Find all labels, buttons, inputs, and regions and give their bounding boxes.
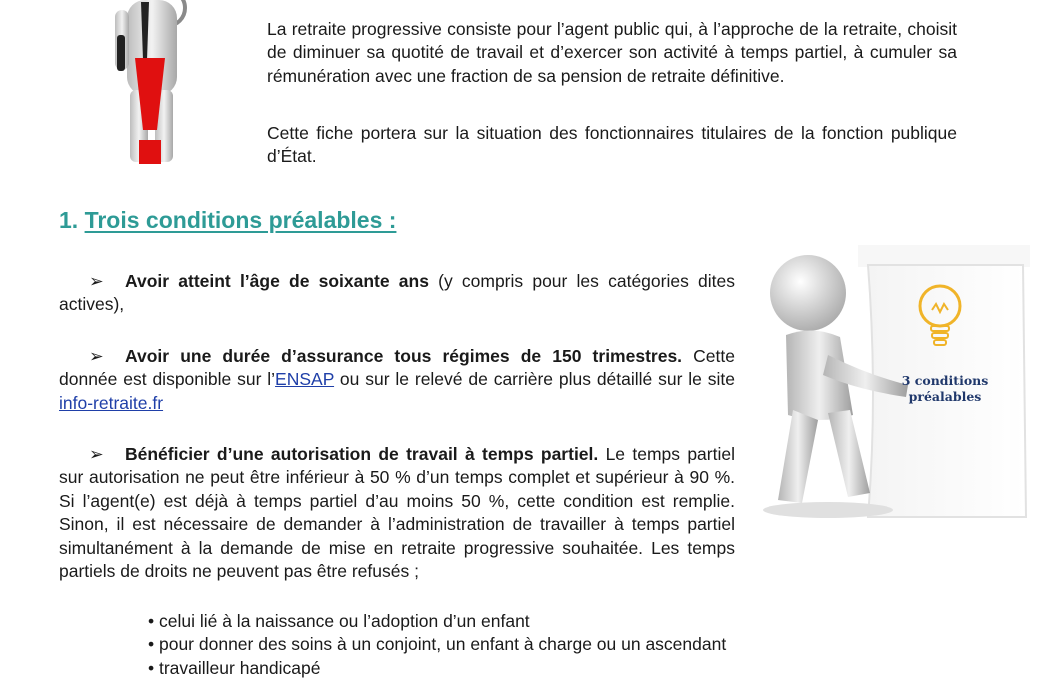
list-item: • travailleur handicapé	[148, 657, 321, 678]
card-label-line-1: 3 conditions	[901, 373, 989, 388]
bullet-list	[148, 610, 726, 680]
condition-3-text: Le temps partiel sur autorisation ne peut être inférieur à 50 % d’un temps complet et supérieur à 90 %. Si l’agent(e) est déjà à temps partiel d’au moins 50 %, cette condition est remplie. Sinon, il est nécessaire de demander à l’administration de travailler à temps partiel simultanément à la demande de mise en retraite progressive souhaitée. Les temps partiels de droits ne peuvent pas être refusés ;	[59, 444, 735, 582]
condition-2	[59, 345, 735, 415]
condition-3-title: Bénéficier d’une autorisation de travail à temps partiel.	[125, 444, 599, 464]
section-heading	[59, 207, 396, 234]
condition-2-text-a: Cette donnée est disponible sur l’	[59, 346, 735, 390]
conditions-illustration	[758, 245, 1030, 520]
condition-1-title: Avoir atteint l’âge de soixante ans	[125, 271, 429, 291]
arrow-bullet-icon: ➢	[89, 346, 104, 366]
list-item: • celui lié à la naissance ou l’adoption d’un enfant	[148, 611, 530, 631]
intro-paragraph-1: La retraite progressive consiste pour l’agent public qui, à l’approche de la retraite, choisit de diminuer sa quotité de travail et d’exercer son activité à temps partiel, à cumuler sa rémunération avec une fraction de sa pension de retraite définitive.	[267, 19, 957, 86]
info-retraite-link[interactable]: info-retraite.fr	[59, 392, 164, 413]
exclamation-figure-icon	[105, 0, 195, 170]
condition-1-text: (y compris pour les catégories dites actives),	[59, 271, 735, 315]
condition-1	[59, 270, 735, 317]
section-number: 1.	[59, 207, 79, 233]
card-label	[890, 373, 1000, 405]
lightbulb-icon	[910, 280, 970, 350]
intro-paragraph-2: Cette fiche portera sur la situation des fonctionnaires titulaires de la fonction publique d’État.	[267, 123, 957, 167]
condition-2-text-b: ou sur le relevé de carrière plus détaillé sur le site	[334, 369, 735, 390]
arrow-bullet-icon: ➢	[89, 271, 104, 291]
condition-2-title: Avoir une durée d’assurance tous régimes de 150 trimestres.	[125, 346, 683, 366]
list-item: • pour donner des soins à un conjoint, un enfant à charge ou un ascendant	[148, 634, 727, 655]
ensap-link[interactable]: ENSAP	[275, 369, 335, 390]
section-title: Trois conditions préalables :	[84, 207, 397, 233]
card-label-line-2: préalables	[908, 389, 982, 404]
arrow-bullet-icon: ➢	[89, 444, 104, 464]
condition-3	[59, 443, 735, 583]
